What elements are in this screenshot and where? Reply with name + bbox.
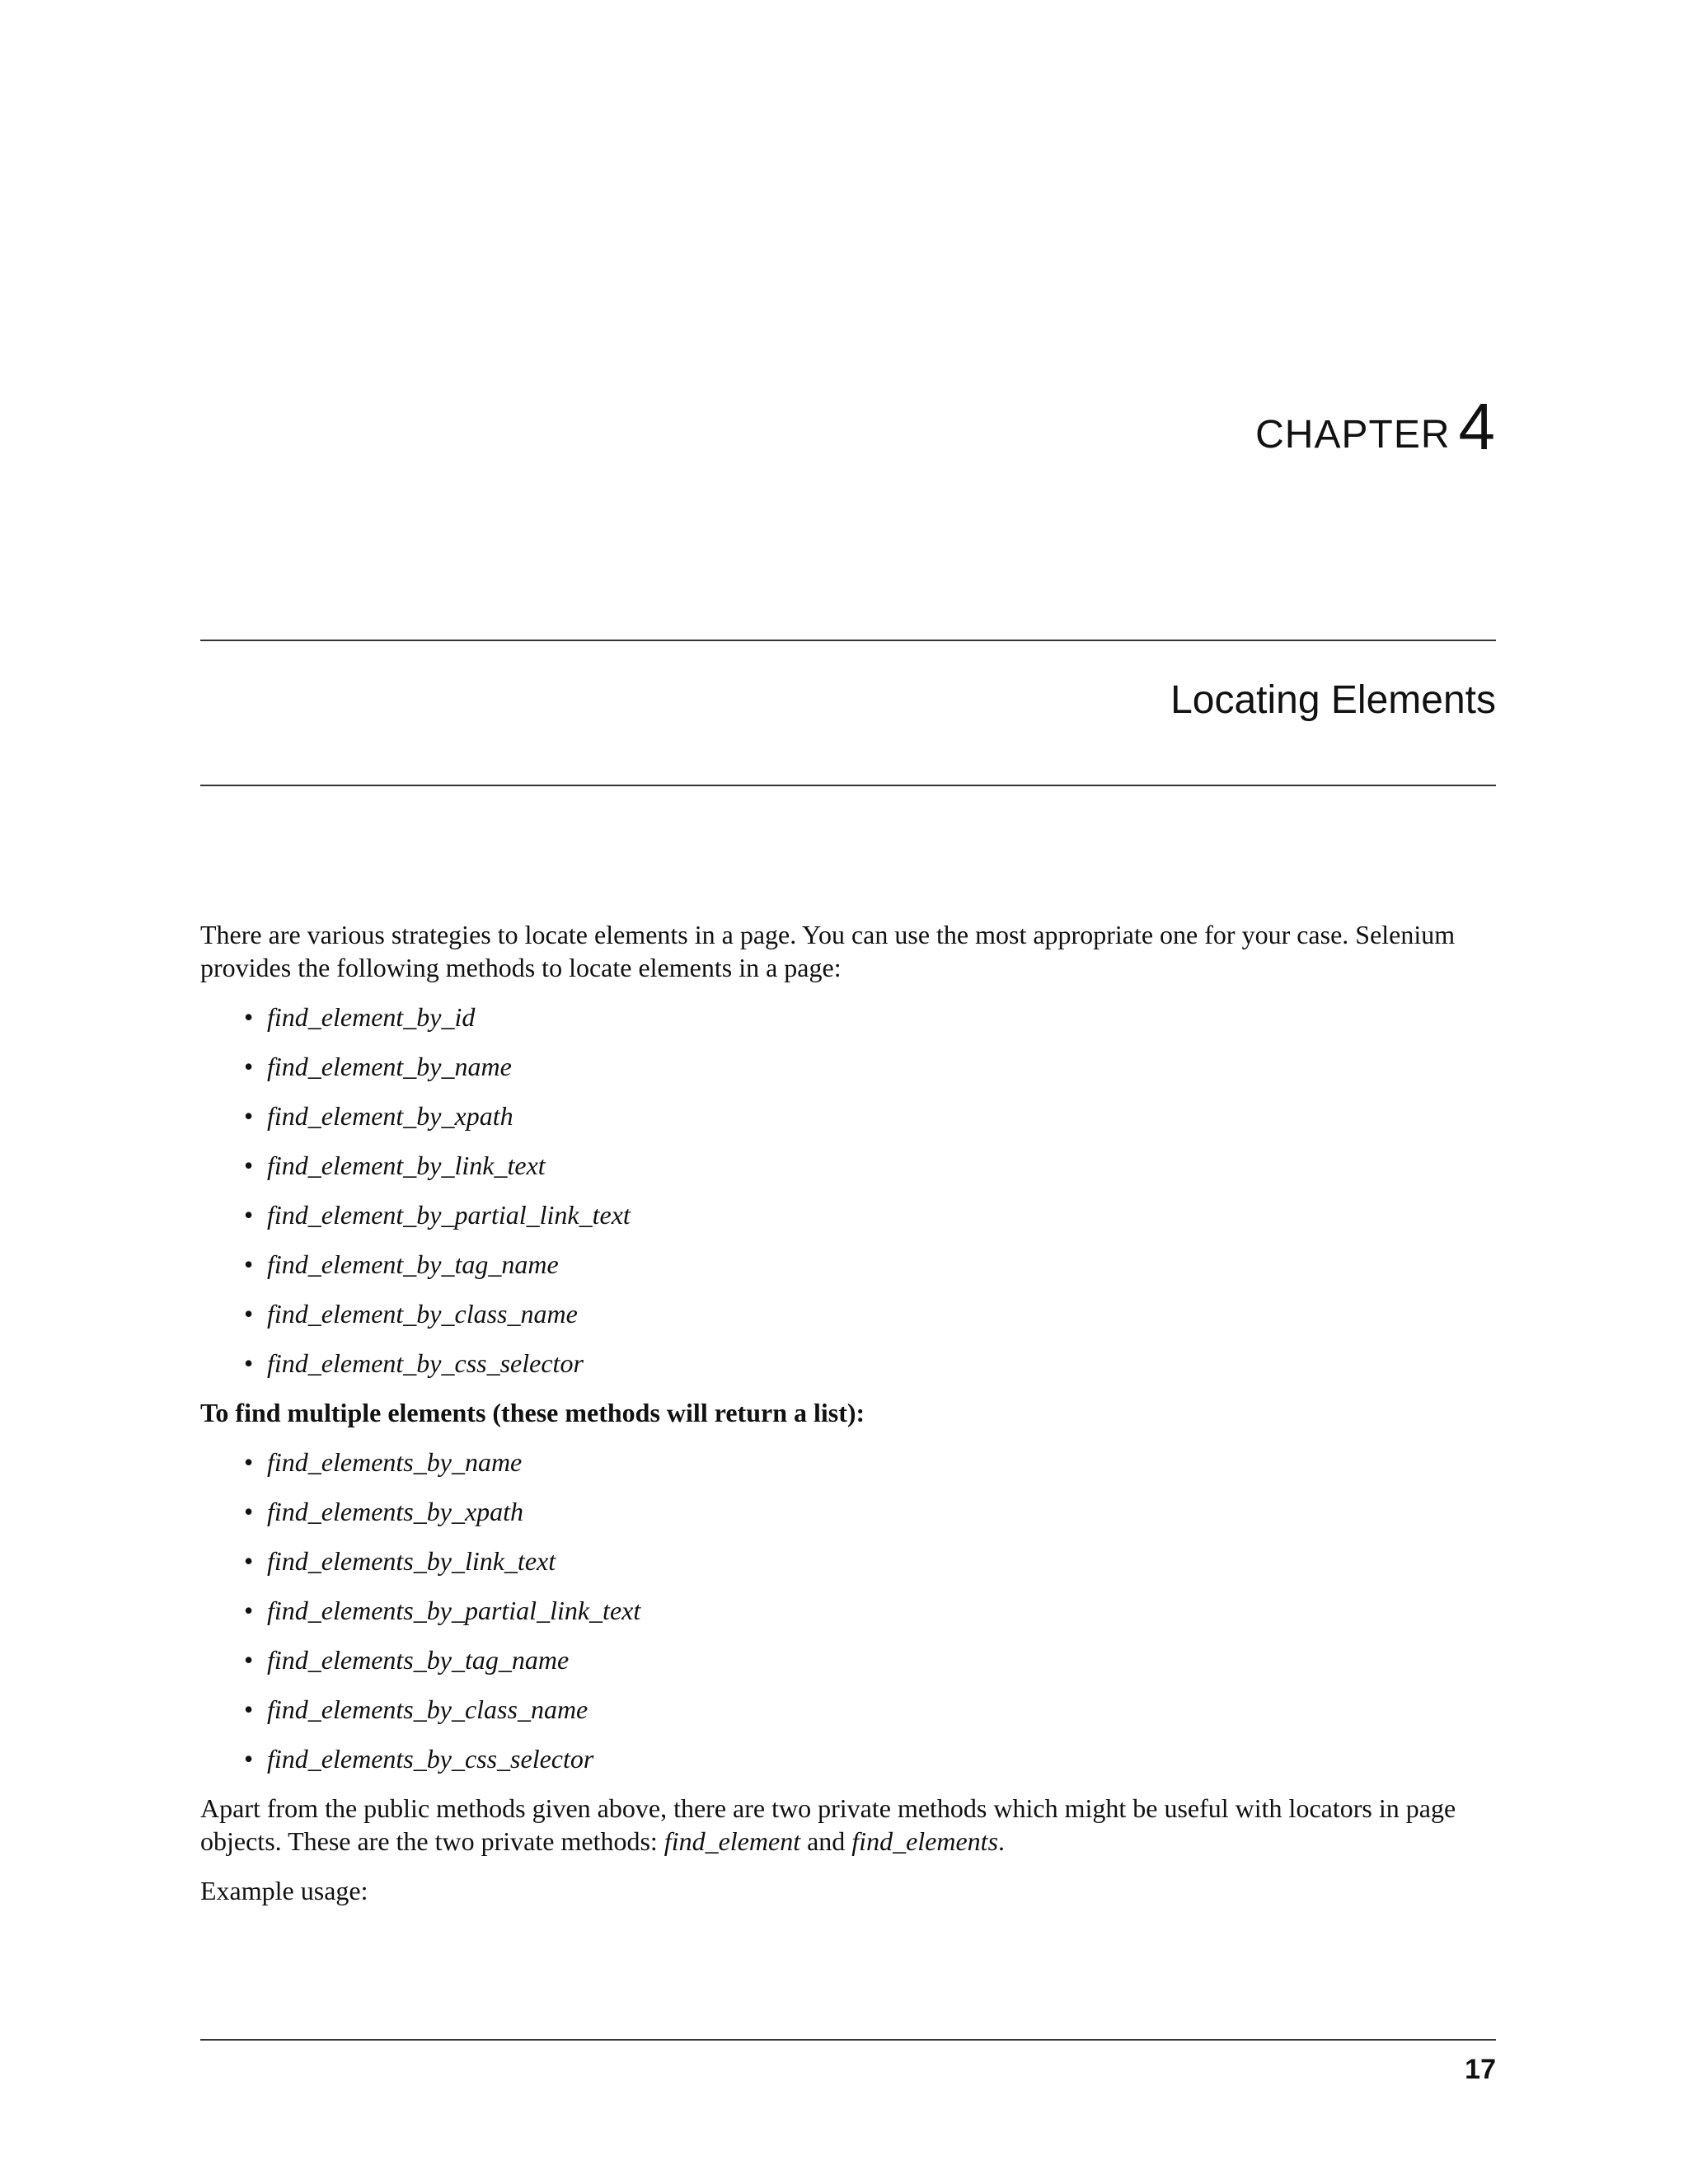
list-item: • find_element_by_xpath xyxy=(200,1099,1496,1132)
list-item: • find_elements_by_tag_name xyxy=(200,1643,1496,1676)
chapter-title: Locating Elements xyxy=(1170,678,1496,722)
chapter-body xyxy=(200,918,1496,1924)
document-page xyxy=(200,0,1496,2184)
multiple-methods-list xyxy=(200,1446,1496,1775)
list-item: • find_elements_by_partial_link_text xyxy=(200,1594,1496,1627)
list-item: • find_element_by_css_selector xyxy=(200,1347,1496,1380)
list-item: • find_element_by_tag_name xyxy=(200,1248,1496,1281)
list-item: • find_element_by_partial_link_text xyxy=(200,1198,1496,1231)
example-usage-label: Example usage: xyxy=(200,1876,368,1905)
chapter-label xyxy=(1255,390,1496,463)
list-item: • find_elements_by_class_name xyxy=(200,1693,1496,1726)
chapter-top-rule xyxy=(200,640,1496,641)
footer-rule xyxy=(200,2039,1496,2041)
private-methods-paragraph xyxy=(200,1792,1496,1858)
chapter-number: 4 xyxy=(1458,390,1496,463)
list-item: • find_element_by_name xyxy=(200,1050,1496,1083)
list-item: • find_elements_by_xpath xyxy=(200,1495,1496,1528)
single-methods-list xyxy=(200,1001,1496,1380)
private-paragraph-period: . xyxy=(998,1826,1006,1856)
private-method-find-elements: find_elements xyxy=(851,1826,999,1856)
list-item: • find_element_by_id xyxy=(200,1001,1496,1033)
list-item: • find_element_by_class_name xyxy=(200,1297,1496,1330)
intro-paragraph: There are various strategies to locate elements in a page. You can use the most appropriate one for your case. Selenium provides the following methods to locate elements in a page: xyxy=(200,920,1456,982)
list-item: • find_elements_by_css_selector xyxy=(200,1742,1496,1775)
chapter-label-text: CHAPTER xyxy=(1255,413,1451,457)
private-paragraph-text: Apart from the public methods given above, there are two private methods which might be useful with locators in page objects. These are the two private methods: xyxy=(200,1793,1456,1856)
list-item: • find_element_by_link_text xyxy=(200,1149,1496,1182)
private-paragraph-conjunction: and xyxy=(800,1826,852,1856)
page-number: 17 xyxy=(1465,2054,1496,2085)
private-method-find-element: find_element xyxy=(663,1826,801,1856)
chapter-bottom-rule xyxy=(200,785,1496,786)
multiple-elements-heading: To find multiple elements (these methods will return a list): xyxy=(200,1398,865,1427)
list-item: • find_elements_by_link_text xyxy=(200,1544,1496,1577)
list-item: • find_elements_by_name xyxy=(200,1446,1496,1479)
